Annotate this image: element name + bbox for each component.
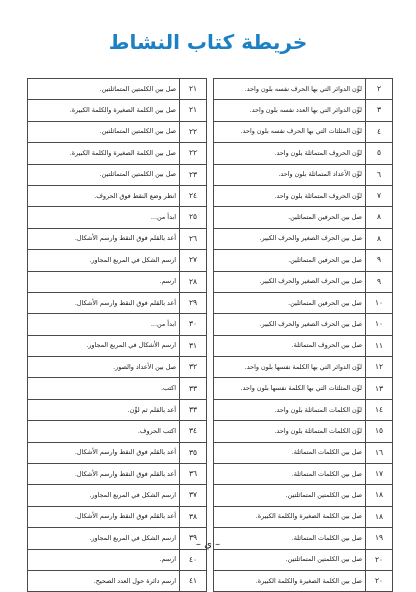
toc-page-number: ٣: [366, 100, 393, 121]
toc-page-number: ٢٧: [180, 250, 207, 271]
toc-row: [214, 228, 393, 249]
toc-page-number: ٣٩: [180, 528, 207, 549]
toc-activity-text: لوِّن المثلثات التي بها الكلمة نفسها بلون واحد.: [214, 378, 366, 399]
toc-page-number: ١٤: [366, 399, 393, 420]
toc-activity-text: لوِّن الدوائر التي بها العدد نفسه بلون واحد.: [214, 100, 366, 121]
toc-page-number: ٧: [366, 185, 393, 206]
toc-activity-text: ارسم الشكل في المربع المجاور.: [28, 528, 180, 549]
page-number: [0, 539, 416, 550]
toc-activity-text: صل بين الكلمة الصغيرة والكلمة الكبيرة.: [28, 100, 180, 121]
toc-row: [28, 442, 207, 463]
page-number-dash-left: –: [215, 539, 221, 550]
toc-row: [28, 378, 207, 399]
page-number-label: ي: [204, 539, 212, 550]
toc-activity-text: صل بين الكلمتين المتماثلتين.: [214, 549, 366, 570]
toc-row: [214, 250, 393, 271]
toc-activity-text: صل بين الكلمتين المتماثلتين.: [214, 485, 366, 506]
toc-activity-text: صل بين الكلمات المتماثلة.: [214, 528, 366, 549]
toc-row: [28, 121, 207, 142]
toc-page-number: ٣٤: [180, 421, 207, 442]
toc-page-number: ٢٥: [180, 207, 207, 228]
toc-row: [28, 100, 207, 121]
toc-page-number: ١٧: [366, 464, 393, 485]
toc-page-number: ٢٣: [180, 164, 207, 185]
toc-row: [214, 185, 393, 206]
toc-table-right: [213, 78, 393, 592]
toc-row: [28, 292, 207, 313]
toc-page-number: ٢٤: [180, 185, 207, 206]
toc-page-number: ٩: [366, 271, 393, 292]
toc-page-number: ٦: [366, 164, 393, 185]
toc-row: [28, 421, 207, 442]
toc-row: [28, 464, 207, 485]
toc-page-number: ٨: [366, 228, 393, 249]
toc-row: [214, 421, 393, 442]
toc-row: [214, 399, 393, 420]
toc-activity-text: لوِّن الحروف المتماثلة بلون واحد.: [214, 185, 366, 206]
toc-page-number: ١٣: [366, 378, 393, 399]
toc-activity-text: لوِّن الأعداد المتماثلة بلون واحد.: [214, 164, 366, 185]
toc-activity-text: ابدأ من...: [28, 207, 180, 228]
toc-row: [214, 100, 393, 121]
toc-activity-text: أعد بالقلم ثم لوِّن.: [28, 399, 180, 420]
toc-row: [214, 506, 393, 527]
toc-page-number: ٢١: [180, 100, 207, 121]
toc-activity-text: صل بين الحرف الصغير والحرف الكبير.: [214, 228, 366, 249]
toc-row: [214, 570, 393, 591]
toc-row: [28, 485, 207, 506]
toc-activity-text: صل بين الكلمات المتماثلة.: [214, 442, 366, 463]
toc-row: [28, 335, 207, 356]
toc-activity-text: ابدأ من...: [28, 314, 180, 335]
toc-row: [28, 399, 207, 420]
toc-row: [214, 442, 393, 463]
toc-row: [214, 271, 393, 292]
toc-activity-text: صل بين الكلمة الصغيرة والكلمة الكبيرة.: [214, 570, 366, 591]
toc-body-left: [28, 79, 207, 592]
toc-page-number: ٢١: [180, 79, 207, 100]
toc-row: [214, 378, 393, 399]
toc-row: [214, 549, 393, 570]
toc-activity-text: صل بين الأعداد والصور.: [28, 357, 180, 378]
toc-activity-text: اكتب الحروف.: [28, 421, 180, 442]
toc-activity-text: أعد بالقلم فوق النقط وارسم الأشكال.: [28, 292, 180, 313]
toc-row: [28, 143, 207, 164]
toc-page-number: ٥: [366, 143, 393, 164]
toc-page-number: ٩: [366, 250, 393, 271]
toc-row: [214, 207, 393, 228]
toc-page-number: ٢٠: [366, 570, 393, 591]
toc-activity-text: صل بين الكلمتين المتماثلتين.: [28, 79, 180, 100]
toc-activity-text: انظر وضع النقط فوق الحروف.: [28, 185, 180, 206]
toc-page-number: ٨: [366, 207, 393, 228]
toc-activity-text: صل بين الحرفين المتماثلين.: [214, 250, 366, 271]
toc-activity-text: صل بين الكلمات المتماثلة.: [214, 464, 366, 485]
toc-page-number: ٣٧: [180, 485, 207, 506]
toc-activity-text: ارسم.: [28, 271, 180, 292]
toc-page-number: ٣٢: [180, 357, 207, 378]
toc-page-number: ١٥: [366, 421, 393, 442]
toc-page-number: ٤٠: [180, 549, 207, 570]
toc-page-number: ٤: [366, 121, 393, 142]
toc-row: [28, 314, 207, 335]
toc-activity-text: صل بين الحرفين المتماثلين.: [214, 292, 366, 313]
toc-activity-text: صل بين الحرف الصغير والحرف الكبير.: [214, 314, 366, 335]
toc-activity-text: صل بين الكلمتين المتماثلتين.: [28, 121, 180, 142]
toc-page-number: ٣٠: [180, 314, 207, 335]
toc-row: [214, 464, 393, 485]
toc-page-number: ٣٣: [180, 378, 207, 399]
toc-page-number: ٢٢: [180, 121, 207, 142]
toc-page-number: ٣١: [180, 335, 207, 356]
toc-table-left: [27, 78, 207, 592]
toc-page-number: ١٩: [366, 528, 393, 549]
toc-activity-text: ارسم الأشكال في المربع المجاور.: [28, 335, 180, 356]
toc-page-number: ٢٩: [180, 292, 207, 313]
toc-activity-text: لوِّن الدوائر التي بها الكلمة نفسها بلون واحد.: [214, 357, 366, 378]
toc-row: [28, 506, 207, 527]
toc-activity-text: صل بين الحروف المتماثلة.: [214, 335, 366, 356]
toc-row: [214, 79, 393, 100]
toc-page-number: ٢٨: [180, 271, 207, 292]
toc-page-number: ١٨: [366, 506, 393, 527]
toc-row: [28, 570, 207, 591]
toc-activity-text: أعد بالقلم فوق النقط وارسم الأشكال.: [28, 442, 180, 463]
toc-row: [214, 485, 393, 506]
toc-page-number: ٣٨: [180, 506, 207, 527]
toc-page-number: ١٠: [366, 292, 393, 313]
toc-activity-text: اكتب.: [28, 378, 180, 399]
toc-row: [214, 335, 393, 356]
toc-row: [28, 549, 207, 570]
toc-page-number: ١٢: [366, 357, 393, 378]
toc-activity-text: أعد بالقلم فوق النقط وارسم الأشكال.: [28, 228, 180, 249]
toc-page-number: ٣٣: [180, 399, 207, 420]
toc-row: [28, 79, 207, 100]
toc-row: [28, 357, 207, 378]
toc-page-number: ٤١: [180, 570, 207, 591]
toc-row: [214, 121, 393, 142]
toc-row: [214, 143, 393, 164]
toc-page-number: ٢٢: [180, 143, 207, 164]
toc-row: [28, 271, 207, 292]
toc-page-number: ٣٦: [180, 464, 207, 485]
toc-page-number: ١٠: [366, 314, 393, 335]
toc-row: [28, 228, 207, 249]
page-title: خريطة كتاب النشاط: [108, 30, 308, 54]
toc-activity-text: لوِّن الدوائر التي بها الحرف نفسه بلون واحد.: [214, 79, 366, 100]
toc-activity-text: أعد بالقلم فوق النقط وارسم الأشكال.: [28, 506, 180, 527]
toc-page-number: ٢: [366, 79, 393, 100]
toc-activity-text: صل بين الكلمة الصغيرة والكلمة الكبيرة.: [28, 143, 180, 164]
toc-row: [214, 314, 393, 335]
toc-row: [214, 164, 393, 185]
toc-activity-text: ارسم الشكل في المربع المجاور.: [28, 485, 180, 506]
toc-body-right: [214, 79, 393, 592]
toc-row: [28, 164, 207, 185]
toc-row: [28, 207, 207, 228]
toc-row: [214, 292, 393, 313]
toc-activity-text: ارسم الشكل في المربع المجاور.: [28, 250, 180, 271]
toc-activity-text: صل بين الحرف الصغير والحرف الكبير.: [214, 271, 366, 292]
toc-page-number: ٣٥: [180, 442, 207, 463]
toc-page-number: ١٨: [366, 485, 393, 506]
toc-page-number: ٢٦: [180, 228, 207, 249]
toc-activity-text: صل بين الكلمة الصغيرة والكلمة الكبيرة.: [214, 506, 366, 527]
toc-activity-text: أعد بالقلم فوق النقط وارسم الأشكال.: [28, 464, 180, 485]
toc-activity-text: لوِّن الحروف المتماثلة بلون واحد.: [214, 143, 366, 164]
toc-page-number: ٢٠: [366, 549, 393, 570]
page-number-dash-right: –: [195, 539, 201, 550]
toc-activity-text: لوِّن الكلمات المتماثلة بلون واحد.: [214, 399, 366, 420]
toc-row: [214, 357, 393, 378]
toc-row: [28, 185, 207, 206]
toc-activity-text: لوِّن الكلمات المتماثلة بلون واحد.: [214, 421, 366, 442]
toc-activity-text: ارسم دائرة حول العدد الصحيح.: [28, 570, 180, 591]
toc-page-number: ١١: [366, 335, 393, 356]
toc-activity-text: ارسم.: [28, 549, 180, 570]
toc-page-number: ١٦: [366, 442, 393, 463]
toc-activity-text: صل بين الحرفين المتماثلين.: [214, 207, 366, 228]
toc-activity-text: لوِّن المثلثات التي بها الحرف نفسه بلون واحد.: [214, 121, 366, 142]
toc-row: [28, 250, 207, 271]
toc-activity-text: صل بين الكلمتين المتماثلتين.: [28, 164, 180, 185]
